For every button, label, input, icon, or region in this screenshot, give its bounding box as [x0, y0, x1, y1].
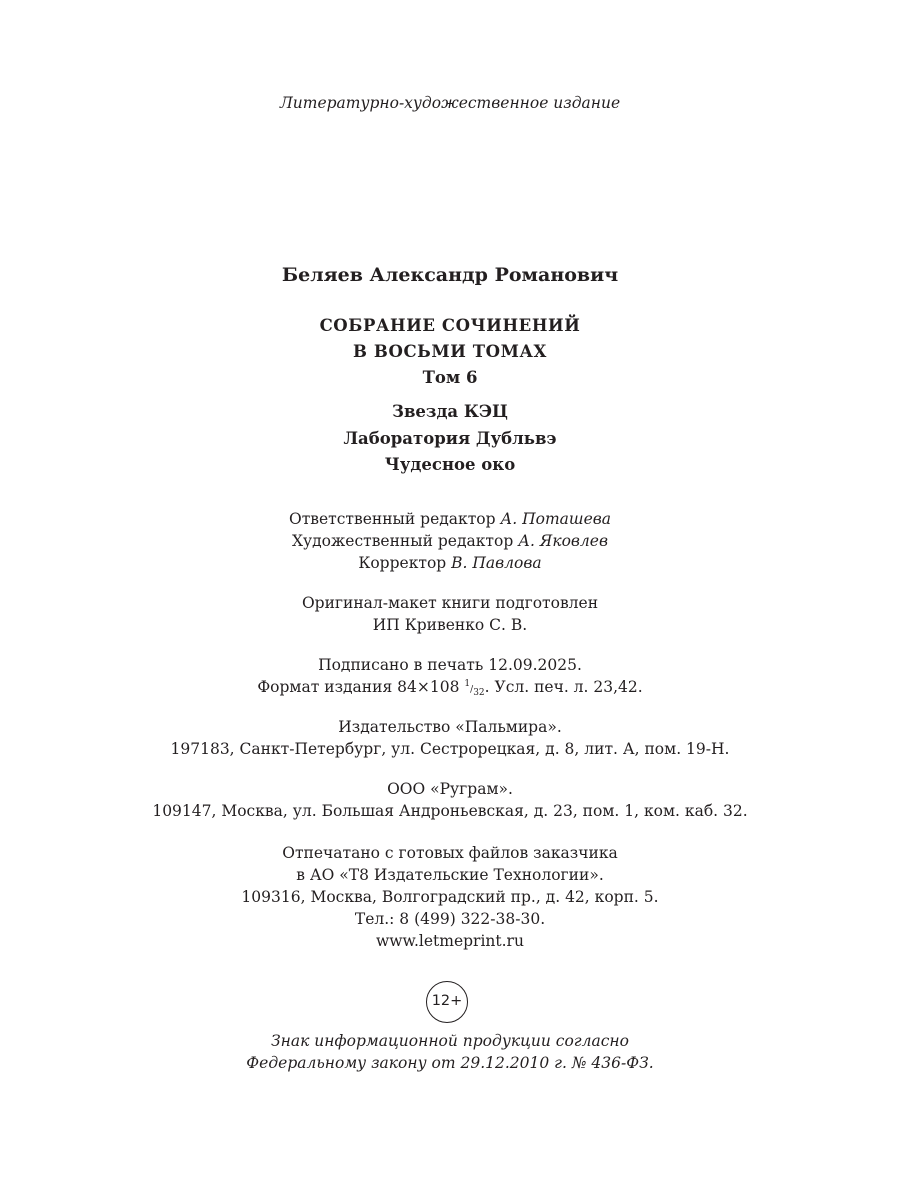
- info-product-notice: [0, 1030, 900, 1074]
- layout-line-2: ИП Кривенко С. В.: [372, 616, 528, 634]
- art-editor-role: Художественный редактор: [291, 532, 514, 550]
- editors-block: [0, 508, 900, 574]
- work-title: Лаборатория Дубльвэ: [343, 428, 557, 448]
- age-rating-badge: 12+: [426, 981, 468, 1023]
- layout-block: [0, 592, 900, 636]
- work-title: Звезда КЭЦ: [392, 402, 508, 421]
- publisher-name: Издательство «Пальмира».: [338, 718, 562, 736]
- signed-date: Подписано в печать 12.09.2025.: [318, 656, 582, 674]
- printer-block: [0, 842, 900, 952]
- company-name: ООО «Руграм».: [387, 780, 513, 798]
- managing-editor-role: Ответственный редактор: [288, 510, 496, 528]
- proofreader: [0, 552, 900, 574]
- printer-line-2: в АО «Т8 Издательские Технологии».: [296, 866, 604, 884]
- art-editor-name: А. Яковлев: [518, 532, 608, 550]
- format-fraction-numerator: 1: [464, 679, 471, 689]
- series-title: [0, 313, 900, 391]
- author-name: Беляев Александр Романович: [281, 264, 619, 286]
- managing-editor-name: А. Поташева: [500, 510, 611, 528]
- managing-editor: [0, 508, 900, 530]
- works-list: [0, 399, 900, 479]
- series-line-2: В ВОСЬМИ ТОМАХ: [353, 342, 547, 361]
- company-address: 109147, Москва, ул. Большая Андроньевская, д. 23, пом. 1, ком. каб. 32.: [152, 802, 748, 820]
- proofreader-role: Корректор: [358, 554, 447, 572]
- print-info-block: [0, 654, 900, 701]
- art-editor: [0, 530, 900, 552]
- format-suffix: . Усл. печ. л. 23,42.: [484, 678, 643, 696]
- genre-label: Литературно-художественное издание: [279, 94, 621, 112]
- publisher-address: 197183, Санкт-Петербург, ул. Сестрорецкая, д. 8, лит. А, пом. 19-Н.: [170, 740, 730, 758]
- printer-address: 109316, Москва, Волгоградский пр., д. 42, корп. 5.: [241, 888, 659, 906]
- series-line-1: СОБРАНИЕ СОЧИНЕНИЙ: [319, 316, 581, 335]
- notice-line-2: Федеральному закону от 29.12.2010 г. № 436-ФЗ.: [246, 1054, 654, 1072]
- publisher-block: [0, 716, 900, 760]
- proofreader-name: В. Павлова: [451, 554, 542, 572]
- layout-line-1: Оригинал-макет книги подготовлен: [301, 594, 599, 612]
- printer-line-1: Отпечатано с готовых файлов заказчика: [282, 844, 618, 862]
- printer-phone: Тел.: 8 (499) 322-38-30.: [354, 910, 546, 928]
- format-fraction-denominator: 32: [473, 688, 485, 698]
- volume-number: Том 6: [422, 368, 478, 387]
- work-title: Чудесное око: [384, 455, 516, 474]
- format-line: [0, 676, 900, 701]
- format-fraction: 1/32: [464, 679, 485, 698]
- printer-website: www.letmeprint.ru: [376, 932, 524, 950]
- company-block: [0, 778, 900, 822]
- notice-line-1: Знак информационной продукции согласно: [271, 1032, 629, 1050]
- format-prefix: Формат издания 84×108: [257, 678, 460, 696]
